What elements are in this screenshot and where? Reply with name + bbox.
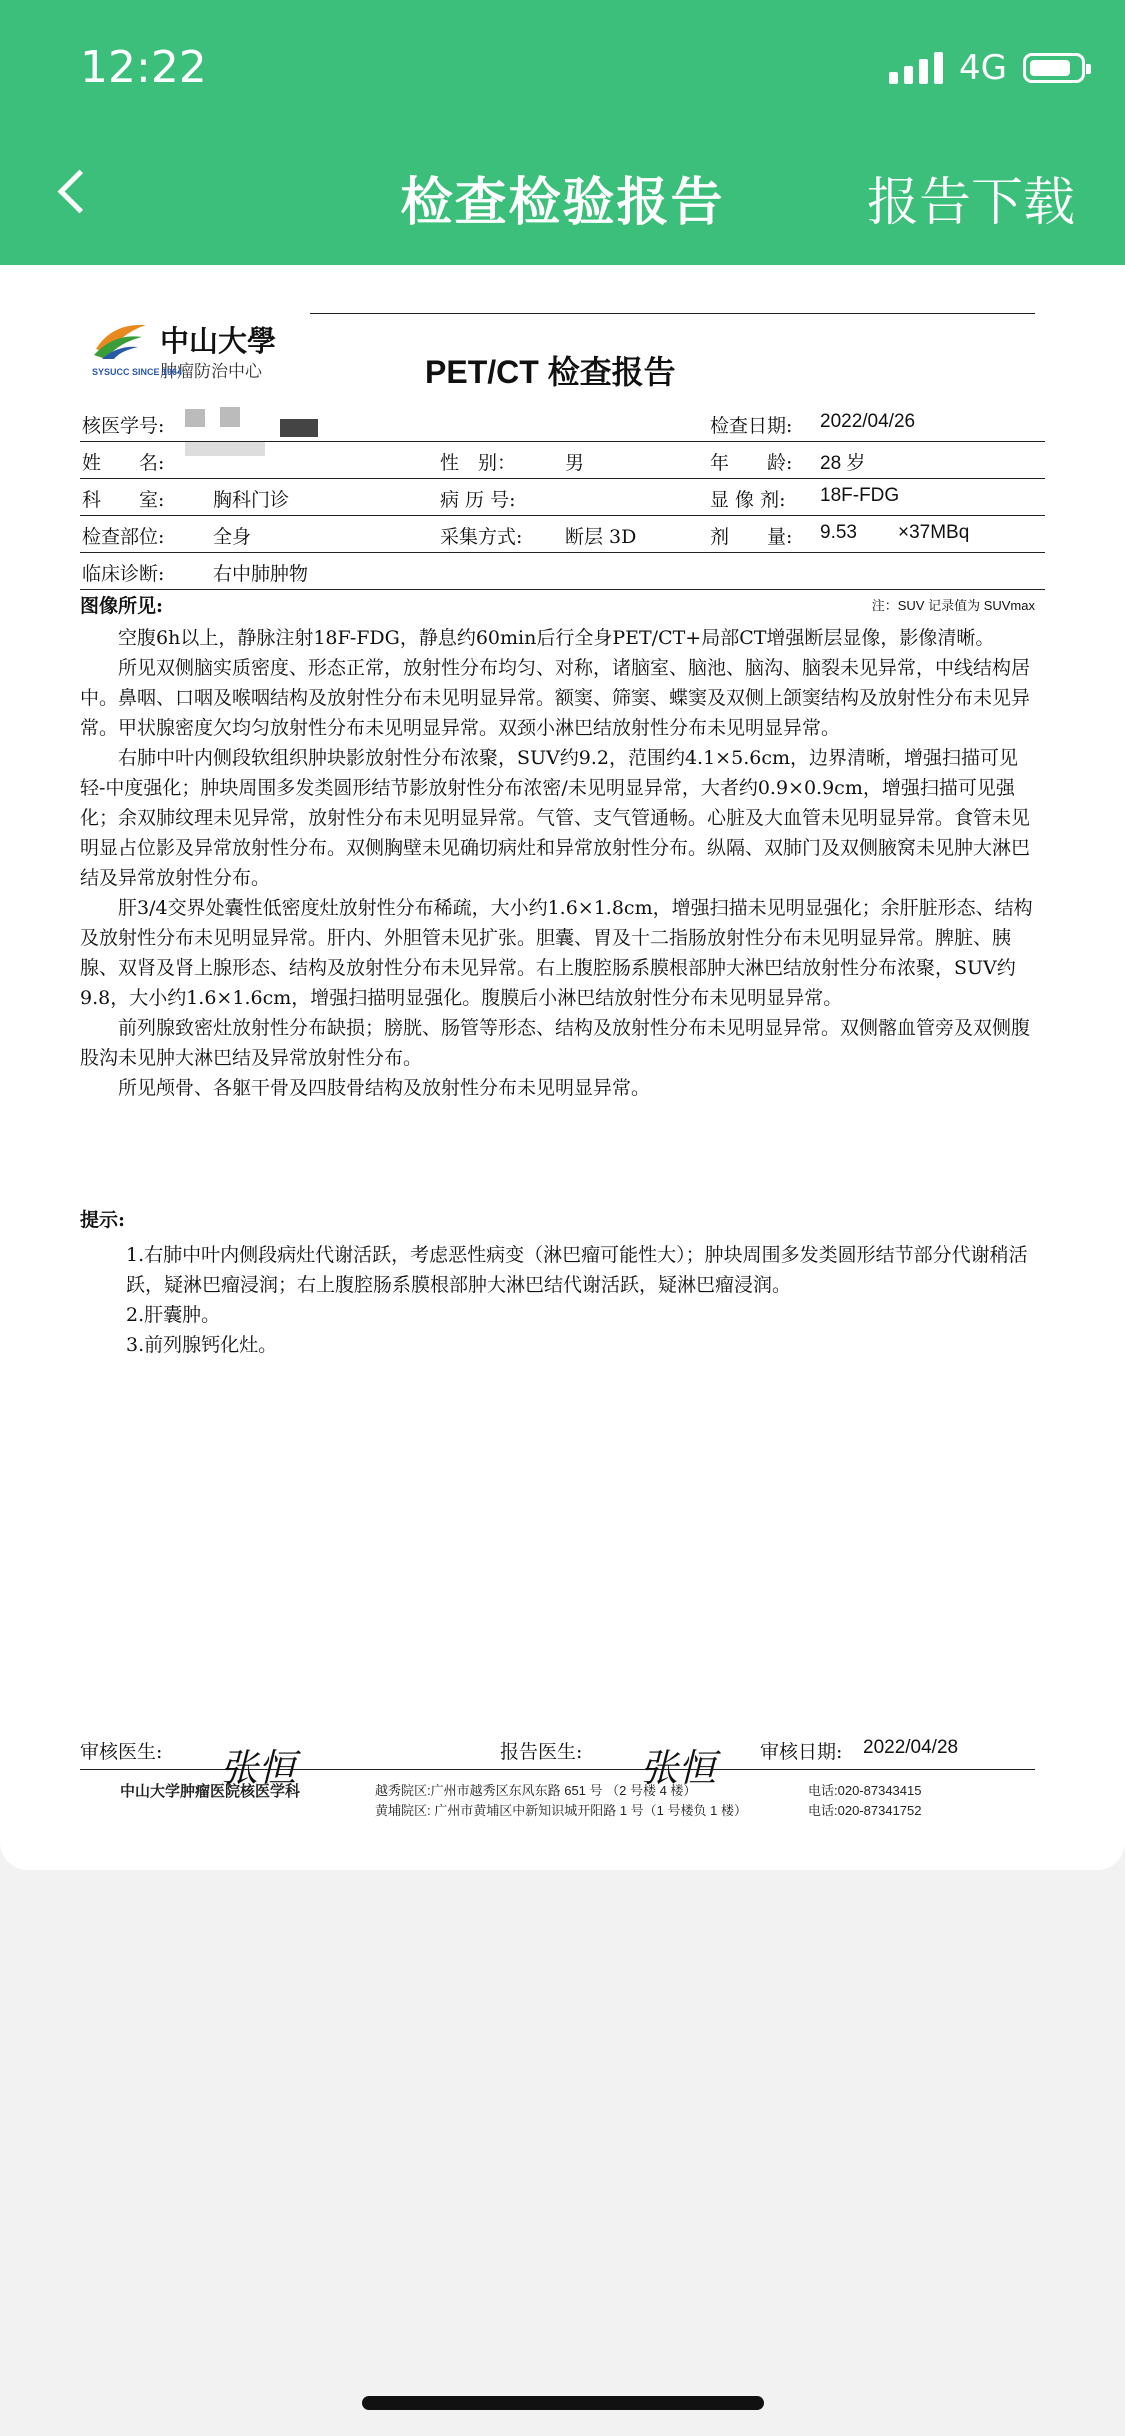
header-divider	[310, 313, 1035, 314]
tip-item: 2.肝囊肿。	[126, 1304, 221, 1326]
findings-paragraph: 右肺中叶内侧段软组织肿块影放射性分布浓聚，SUV约9.2，范围约4.1×5.6cm，边界清晰，增强扫描可见轻-中度强化；肿块周围多发类圆形结节影放射性分布浓密/未见明显异常，大者约0.9×0.9cm，增强扫描可见强化；余双肺纹理未见异常，放射性分布未见明显异常。气管、支气管通畅。心脏及大血管未见明显异常。食管未见明显占位影及异常放射性分布。双侧胸壁未见确切病灶和异常放射性分布。纵隔、双肺门及双侧腋窝未见肿大淋巴结及异常放射性分布。	[80, 747, 1031, 889]
mode-label: 采集方式:	[440, 526, 523, 548]
name-label: 姓 名:	[82, 452, 165, 474]
download-report-button[interactable]: 报告下载	[866, 173, 1075, 233]
redacted-block	[280, 419, 318, 437]
tips-text	[80, 1240, 1035, 1360]
findings-paragraph: 空腹6h以上，静脉注射18F-FDG，静息约60min后行全身PET/CT+局部CT增强断层显像，影像清晰。	[118, 627, 995, 649]
patient-info-table	[80, 405, 1045, 590]
logo-icon	[92, 319, 150, 359]
gender-value: 男	[565, 452, 585, 474]
suv-note: 注：SUV 记录值为 SUVmax	[871, 598, 1035, 613]
app-header	[0, 0, 1125, 265]
part-label: 检查部位:	[82, 526, 165, 548]
dept-value: 胸科门诊	[213, 489, 290, 511]
diag-label: 临床诊断:	[82, 563, 165, 585]
logo-subtext: 肿瘤防治中心	[160, 362, 262, 382]
signature-row	[80, 1725, 1035, 1790]
findings-paragraph: 所见双侧脑实质密度、形态正常，放射性分布均匀、对称，诸脑室、脑池、脑沟、脑裂未见异常，中线结构居中。鼻咽、口咽及喉咽结构及放射性分布未见明显异常。额窦、筛窦、蝶窦及双侧上颌窦结构及放射性分布未见异常。甲状腺密度欠均匀放射性分布未见明显异常。双颈小淋巴结放射性分布未见明显异常。	[80, 657, 1031, 739]
status-indicators	[889, 48, 1085, 88]
footer-org: 中山大学肿瘤医院核医学科	[120, 1783, 301, 1800]
findings-paragraph: 肝3/4交界处囊性低密度灶放射性分布稀疏，大小约1.6×1.8cm，增强扫描未见明显强化；余肝脏形态、结构及放射性分布未见明显异常。肝内、外胆管未见扩张。胆囊、胃及十二指肠放射性分布未见明显异常。脾脏、胰腺、双肾及肾上腺形态、结构及放射性分布未见异常。右上腹腔肠系膜根部肿大淋巴结放射性分布浓聚，SUV约9.8，大小约1.6×1.6cm，增强扫描明显强化。腹膜后小淋巴结放射性分布未见明显异常。	[80, 897, 1033, 1009]
redacted-block	[185, 409, 205, 427]
page-title: 检查检验报告	[400, 173, 725, 233]
footer-address-1: 越秀院区:广州市越秀区东风东路 651 号 （2 号楼 4 楼）	[375, 1783, 697, 1798]
info-row-4	[80, 516, 1045, 553]
footer-phone-2: 电话:020-87341752	[808, 1803, 922, 1818]
logo-english: SYSUCC SINCE 1964	[92, 367, 183, 377]
age-label: 年 龄:	[710, 452, 793, 474]
review-date-value: 2022/04/28	[863, 1737, 959, 1758]
dose-unit: ×37MBq	[898, 522, 970, 543]
id-label: 核医学号:	[82, 415, 165, 437]
reporter-label: 报告医生:	[500, 1741, 583, 1763]
dose-label: 剂 量:	[710, 526, 793, 548]
network-type: 4G	[959, 48, 1007, 88]
reviewer-label: 审核医生:	[80, 1741, 163, 1763]
check-date-value: 2022/04/26	[820, 411, 916, 432]
hospital-logo	[80, 305, 300, 385]
info-row-1	[80, 405, 1045, 442]
dose-value: 9.53	[820, 522, 857, 543]
info-row-2	[80, 442, 1045, 479]
review-date-label: 审核日期:	[760, 1741, 843, 1763]
footer-address-2: 黄埔院区: 广州市黄埔区中新知识城开阳路 1 号（1 号楼负 1 楼）	[375, 1803, 747, 1818]
findings-paragraph: 前列腺致密灶放射性分布缺损；膀胱、肠管等形态、结构及放射性分布未见明显异常。双侧髂血管旁及双侧腹股沟未见肿大淋巴结及异常放射性分布。	[80, 1017, 1031, 1069]
tip-item: 3.前列腺钙化灶。	[126, 1334, 278, 1356]
footer-phone-1: 电话:020-87343415	[808, 1783, 922, 1798]
report-document	[80, 305, 1045, 1835]
signal-icon	[889, 52, 943, 84]
agent-value: 18F-FDG	[820, 485, 900, 506]
report-title: PET/CT 检查报告	[425, 354, 676, 390]
redacted-block	[220, 407, 240, 427]
check-date-label: 检查日期:	[710, 415, 793, 437]
gender-label: 性 别：	[440, 452, 517, 474]
record-label: 病 历 号:	[440, 489, 516, 511]
findings-title: 图像所见:	[80, 595, 164, 617]
info-row-5	[80, 553, 1045, 590]
mode-value: 断层 3D	[565, 526, 637, 548]
diag-value: 右中肺肿物	[213, 563, 309, 585]
reviewer-signature: 张恒	[220, 1746, 297, 1790]
redacted-block	[185, 442, 265, 456]
findings-text	[80, 623, 1035, 1103]
reporter-signature: 张恒	[640, 1746, 717, 1790]
logo-text: 中山大學	[160, 324, 277, 358]
agent-label: 显 像 剂:	[710, 489, 786, 511]
battery-icon	[1023, 53, 1085, 83]
tips-title: 提示:	[80, 1209, 126, 1231]
findings-paragraph: 所见颅骨、各躯干骨及四肢骨结构及放射性分布未见明显异常。	[118, 1077, 651, 1099]
home-indicator[interactable]	[362, 2396, 764, 2410]
info-row-3	[80, 479, 1045, 516]
status-time: 12:22	[80, 42, 207, 93]
age-value: 28 岁	[820, 453, 866, 474]
dept-label: 科 室:	[82, 489, 165, 511]
part-value: 全身	[213, 526, 252, 548]
tip-item: 1.右肺中叶内侧段病灶代谢活跃，考虑恶性病变（淋巴瘤可能性大）；肿块周围多发类圆形结节部分代谢稍活跃，疑淋巴瘤浸润；右上腹腔肠系膜根部肿大淋巴结代谢活跃，疑淋巴瘤浸润。	[126, 1244, 1028, 1296]
